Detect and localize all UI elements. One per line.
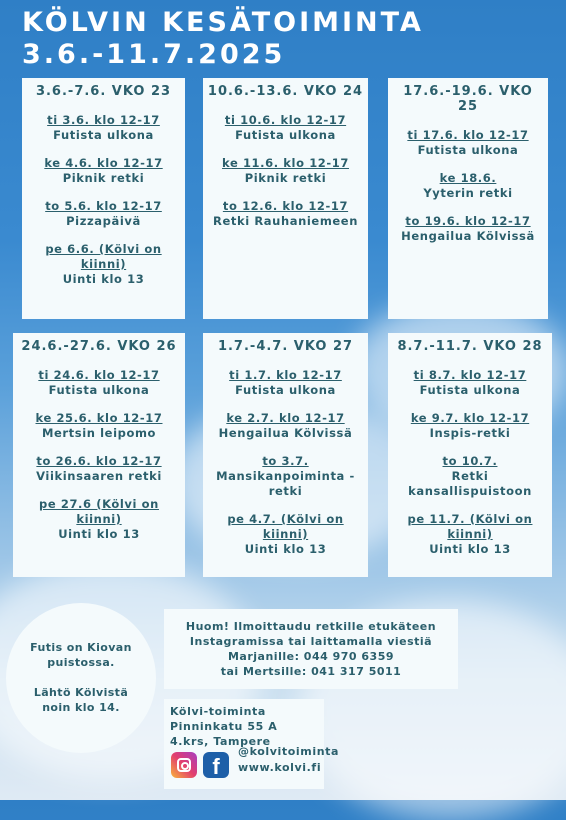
contact-street: Pinninkatu 55 A bbox=[170, 720, 278, 733]
week-title: 1.7.-4.7. VKO 27 bbox=[217, 339, 354, 354]
event-desc: Mertsin leipomo bbox=[41, 426, 157, 440]
week-card bbox=[22, 78, 185, 319]
event bbox=[17, 454, 181, 484]
event-day: to 19.6. klo 12-17 bbox=[405, 214, 531, 228]
event-day: pe 11.7. (Kölvi on kiinni) bbox=[407, 512, 533, 541]
week-card bbox=[13, 333, 185, 577]
event-desc: Piknik retki bbox=[244, 171, 327, 185]
event bbox=[392, 512, 548, 557]
notice-line: tai Mertsille: 041 317 5011 bbox=[220, 665, 402, 678]
event-day: to 26.6. klo 12-17 bbox=[36, 454, 162, 468]
instagram-handle[interactable]: @kolvitoiminta bbox=[238, 745, 340, 758]
week-title: 10.6.-13.6. VKO 24 bbox=[207, 84, 364, 99]
week-card bbox=[203, 333, 368, 577]
event-desc: Futista ulkona bbox=[419, 383, 521, 397]
week-title: 24.6.-27.6. VKO 26 bbox=[21, 339, 177, 354]
week-card bbox=[388, 78, 548, 319]
page-subtitle: 3.6.-11.7.2025 bbox=[22, 39, 286, 70]
event bbox=[26, 113, 181, 143]
event bbox=[392, 171, 544, 201]
week-card bbox=[203, 78, 368, 319]
event-day: to 3.7. bbox=[262, 454, 309, 468]
website-link[interactable]: www.kolvi.fi bbox=[238, 761, 322, 774]
event bbox=[26, 242, 181, 287]
week-title: 3.6.-7.6. VKO 23 bbox=[35, 84, 172, 99]
event-day: pe 4.7. (Kölvi on kiinni) bbox=[227, 512, 344, 541]
event bbox=[207, 512, 364, 557]
event-day: ke 4.6. klo 12-17 bbox=[44, 156, 163, 170]
event-day: ti 8.7. klo 12-17 bbox=[413, 368, 527, 382]
event-desc: Yyterin retki bbox=[423, 186, 513, 200]
event-day: ti 17.6. klo 12-17 bbox=[407, 128, 529, 142]
notice-line: Huom! Ilmoittaudu retkille etukäteen bbox=[185, 620, 437, 633]
circle-text: Futis on Kiovan puistossa. bbox=[30, 641, 132, 669]
event-day: ke 9.7. klo 12-17 bbox=[410, 411, 530, 425]
notice-line: Marjanille: 044 970 6359 bbox=[227, 650, 395, 663]
event-desc: Hengailua Kölvissä bbox=[401, 229, 535, 243]
event-desc: Pizzapäivä bbox=[66, 214, 141, 228]
event bbox=[207, 113, 364, 143]
event-desc: Futista ulkona bbox=[53, 128, 154, 142]
event bbox=[207, 454, 364, 499]
event bbox=[392, 454, 548, 499]
event-desc: Inspis-retki bbox=[429, 426, 511, 440]
event-desc: Piknik retki bbox=[62, 171, 145, 185]
event bbox=[17, 368, 181, 398]
event-day: pe 6.6. (Kölvi on kiinni) bbox=[45, 242, 162, 271]
event-day: ke 2.7. klo 12-17 bbox=[226, 411, 345, 425]
event-day: ke 18.6. bbox=[439, 171, 497, 185]
week-title: 17.6.-19.6. VKO 25 bbox=[403, 84, 533, 114]
facebook-icon[interactable]: f bbox=[203, 752, 229, 778]
event-desc: Uinti klo 13 bbox=[244, 542, 327, 556]
event-desc: Hengailua Kölvissä bbox=[218, 426, 353, 440]
event-desc: Uinti klo 13 bbox=[429, 542, 511, 556]
contact-name: Kölvi-toiminta bbox=[170, 705, 266, 718]
event bbox=[392, 214, 544, 244]
event-day: to 5.6. klo 12-17 bbox=[45, 199, 162, 213]
event-day: to 12.6. klo 12-17 bbox=[222, 199, 349, 213]
event-desc: Futista ulkona bbox=[235, 128, 336, 142]
week-card bbox=[388, 333, 552, 577]
event-day: ti 3.6. klo 12-17 bbox=[47, 113, 160, 127]
event-day: ke 11.6. klo 12-17 bbox=[222, 156, 349, 170]
event-day: ti 1.7. klo 12-17 bbox=[229, 368, 342, 382]
event-desc: Retki kansallispuistoon bbox=[408, 469, 532, 498]
event bbox=[392, 128, 544, 158]
event-day: ti 10.6. klo 12-17 bbox=[224, 113, 347, 127]
event-desc: Uinti klo 13 bbox=[58, 527, 140, 541]
page-title: KÖLVIN KESÄTOIMINTA bbox=[22, 7, 424, 38]
contact-city: 4.krs, Tampere bbox=[170, 735, 271, 748]
event-day: to 10.7. bbox=[442, 454, 498, 468]
event bbox=[392, 411, 548, 441]
event bbox=[26, 199, 181, 229]
event-day: ke 25.6. klo 12-17 bbox=[35, 411, 163, 425]
event bbox=[207, 156, 364, 186]
event-desc: Futista ulkona bbox=[48, 383, 150, 397]
event bbox=[207, 411, 364, 441]
notice-line: Instagramissa tai laittamalla viestiä bbox=[189, 635, 433, 648]
event bbox=[26, 156, 181, 186]
event-day: ti 24.6. klo 12-17 bbox=[38, 368, 160, 382]
event bbox=[207, 368, 364, 398]
event-desc: Retki Rauhaniemeen bbox=[213, 214, 358, 228]
event bbox=[392, 368, 548, 398]
instagram-icon[interactable] bbox=[171, 752, 197, 778]
signup-notice bbox=[164, 609, 458, 689]
event bbox=[17, 497, 181, 542]
info-circle bbox=[6, 603, 156, 753]
event-desc: Futista ulkona bbox=[235, 383, 336, 397]
event-desc: Futista ulkona bbox=[417, 143, 519, 157]
event bbox=[207, 199, 364, 229]
event-desc: Viikinsaaren retki bbox=[36, 469, 162, 483]
event bbox=[17, 411, 181, 441]
event-desc: Mansikanpoiminta - retki bbox=[216, 469, 355, 498]
event-day: pe 27.6 (Kölvi on kiinni) bbox=[39, 497, 159, 526]
event-desc: Uinti klo 13 bbox=[62, 272, 145, 286]
week-title: 8.7.-11.7. VKO 28 bbox=[397, 339, 543, 354]
circle-text: Lähtö Kölvistä noin klo 14. bbox=[33, 686, 129, 714]
